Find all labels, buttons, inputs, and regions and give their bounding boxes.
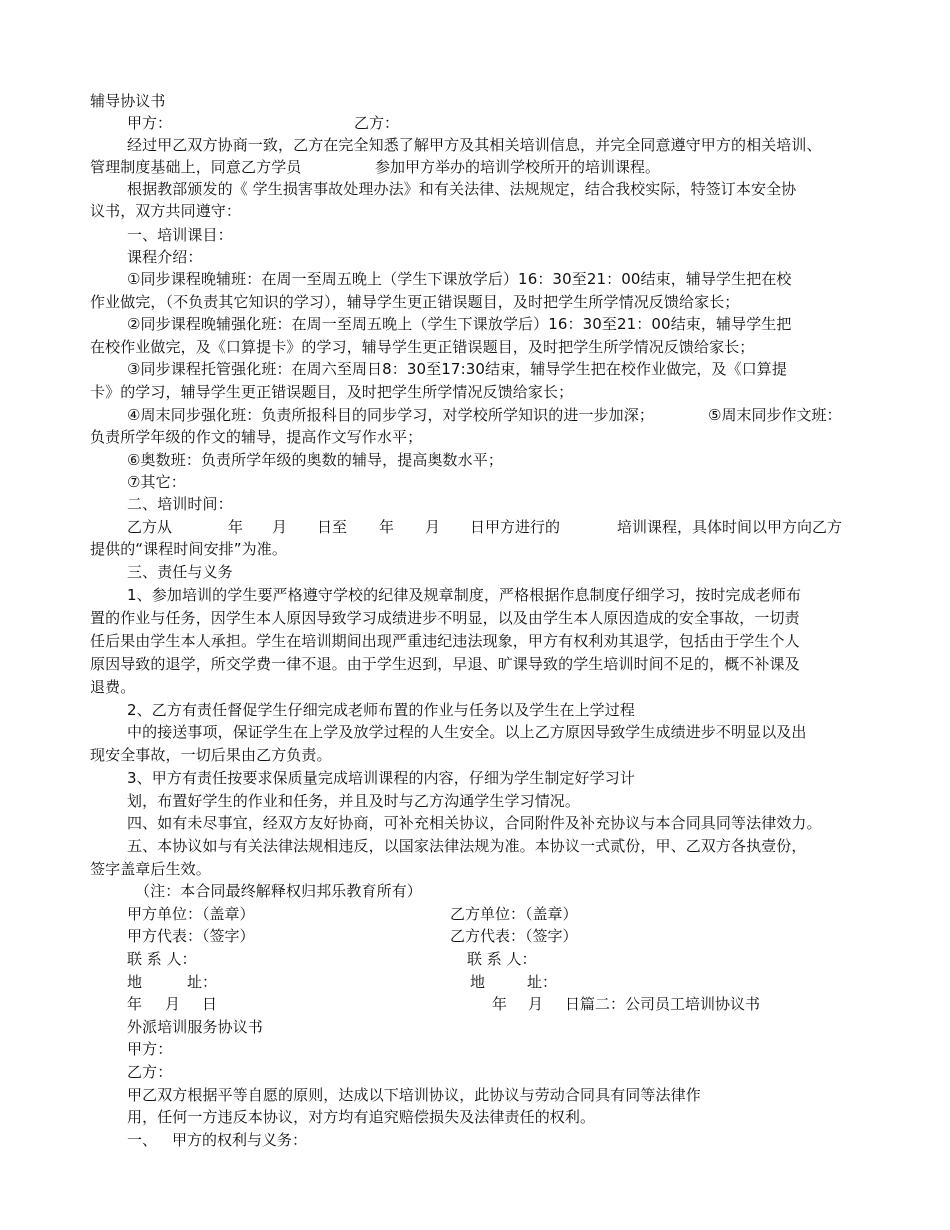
time-line-part: 月	[272, 518, 288, 536]
note-line: （注：本合同最终解释权归邦乐教育所有）	[135, 882, 422, 900]
date-field: 日	[202, 995, 218, 1013]
time-line-part: 年	[379, 518, 395, 536]
paragraph-line: 中的接送事项，保证学生在上学及放学过程的人生安全。以上乙方原因导致学生成绩进步不明显以及出	[127, 723, 807, 741]
paragraph-line: 原因导致的退学，所交学费一律不退。由于学生迟到，早退、旷课导致的学生培训时间不足的，概不补课及	[90, 655, 800, 673]
signature-field: 甲方单位：（盖章）	[127, 905, 255, 923]
time-line-part: 月	[425, 518, 441, 536]
time-line-part: 日至	[317, 518, 348, 536]
time-line-part: 年	[228, 518, 244, 536]
signature-field: 乙方单位：（盖章）	[450, 905, 578, 923]
paragraph-line: 2、乙方有责任督促学生仔细完成老师布置的作业与任务以及学生在上学过程	[127, 701, 635, 719]
course-item: ⑦其它：	[127, 473, 186, 491]
paragraph-line: 经过甲乙双方协商一致，乙方在完全知悉了解甲方及其相关培训信息，并完全同意遵守甲方的相关培训、	[127, 136, 822, 154]
section-heading: 一、培训课目：	[127, 226, 233, 244]
section-heading: 甲方的权利与义务：	[172, 1131, 308, 1149]
course-item-cont: 卡》的学习，辅导学生更正错误题目，及时把学生所学情况反馈给家长；	[90, 383, 574, 401]
paragraph-line: 课程介绍：	[127, 248, 203, 266]
course-item: ③同步课程托管强化班：在周六至周日8：30至17:30结束，辅导学生把在校作业做完，及《口算提	[127, 360, 788, 378]
date-field: 年	[127, 995, 143, 1013]
party-b-label: 乙方：	[354, 114, 400, 132]
course-item: ④周末同步强化班：负责所报科目的同步学习，对学校所学知识的进一步加深；	[127, 406, 654, 424]
section-heading: 三、责任与义务	[127, 563, 233, 581]
signature-field: 址：	[527, 973, 558, 991]
paragraph-line: 管理制度基础上，同意乙方学员	[90, 158, 302, 176]
paragraph-line: 任后果由学生本人承担。学生在培训期间出现严重违纪违法现象，甲方有权利劝其退学，包括由于学生个人	[90, 632, 800, 650]
party-b-label: 乙方：	[127, 1063, 173, 1081]
paragraph-line: 划，布置好学生的作业和任务，并且及时与乙方沟通学生学习情况。	[127, 792, 581, 810]
signature-field: 乙方代表：（签字）	[450, 927, 578, 945]
document-title: 辅导协议书	[90, 92, 166, 110]
course-item: ⑥奥数班：负责所学年级的奥数的辅导，提高奥数水平；	[127, 451, 503, 469]
signature-field: 联 系 人：	[467, 950, 537, 968]
course-item-cont: 负责所学年级的作文的辅导，提高作文写作水平；	[90, 428, 423, 446]
paragraph-line: 3、甲方有责任按要求保质量完成培训课程的内容，仔细为学生制定好学习计	[127, 769, 635, 787]
paragraph-line: 议书，双方共同遵守：	[90, 202, 242, 220]
course-item-cont: 作业做完，（不负责其它知识的学习），辅导学生更正错误题目，及时把学生所学情况反馈给家长；	[90, 293, 740, 311]
date-field: 日篇二：公司员工培训协议书	[565, 995, 761, 1013]
paragraph-line: 1、参加培训的学生要严格遵守学校的纪律及规章制度，严格根据作息制度仔细学习，按时完成老师布	[127, 586, 802, 604]
paragraph-line: 参加甲方举办的培训学校所开的培训课程。	[375, 158, 661, 176]
paragraph-line: 签字盖章后生效。	[90, 860, 211, 878]
paragraph-line: 五、本协议如与有关法律法规相违反，以国家法律法规为准。本协议一式贰份，甲、乙双方各执壹份，	[127, 837, 807, 855]
paragraph-line: 根据教部颁发的《 学生损害事故处理办法》和有关法律、法规规定，结合我校实际，特签订本安全协	[127, 180, 797, 198]
date-field: 月	[165, 995, 181, 1013]
paragraph-line: 用，任何一方违反本协议，对方均有追究赔偿损失及法律责任的权利。	[127, 1108, 596, 1126]
date-field: 年	[492, 995, 508, 1013]
signature-field: 地	[127, 973, 143, 991]
time-line-part: 日甲方进行的	[470, 518, 561, 536]
course-item: ①同步课程晚辅班：在周一至周五晚上（学生下课放学后）16：30至21：00结束，辅导学生把在校	[127, 270, 792, 288]
signature-field: 地	[470, 973, 486, 991]
time-line-part: 乙方从	[127, 518, 173, 536]
section-heading: 二、培训时间：	[127, 495, 233, 513]
course-item-cont: 在校作业做完，及《口算提卡》的学习，辅导学生更正错误题目，及时把学生所学情况反馈给家长；	[90, 338, 755, 356]
signature-field: 甲方代表：（签字）	[127, 927, 255, 945]
party-a-label: 甲方：	[127, 1040, 173, 1058]
paragraph-line: 退费。	[90, 678, 136, 696]
signature-field: 联 系 人：	[127, 950, 197, 968]
course-item: ②同步课程晚辅强化班：在周一至周五晚上（学生下课放学后）16：30至21：00结束，辅导学生把	[127, 315, 792, 333]
party-a-label: 甲方：	[127, 114, 173, 132]
signature-field: 址：	[187, 973, 218, 991]
section-heading: 一、	[127, 1131, 158, 1149]
paragraph-line: 甲乙双方根据平等自愿的原则，达成以下培训协议，此协议与劳动合同具有同等法律作	[127, 1086, 701, 1104]
course-item: ⑤周末同步作文班：	[708, 406, 842, 424]
paragraph-line: 提供的“课程时间安排”为准。	[90, 540, 287, 558]
paragraph-line: 现安全事故，一切后果由乙方负责。	[90, 746, 332, 764]
time-line-part: 培训课程，具体时间以甲方向乙方	[617, 518, 843, 536]
paragraph-line: 置的作业与任务，因学生本人原因导致学习成绩进步不明显，以及由学生本人原因造成的安全事故，一切责	[90, 609, 800, 627]
section-title: 外派培训服务协议书	[127, 1018, 263, 1036]
paragraph-line: 四、如有未尽事宜，经双方友好协商，可补充相关协议，合同附件及补充协议与本合同具同等法律效力。	[127, 814, 822, 832]
date-field: 月	[528, 995, 544, 1013]
